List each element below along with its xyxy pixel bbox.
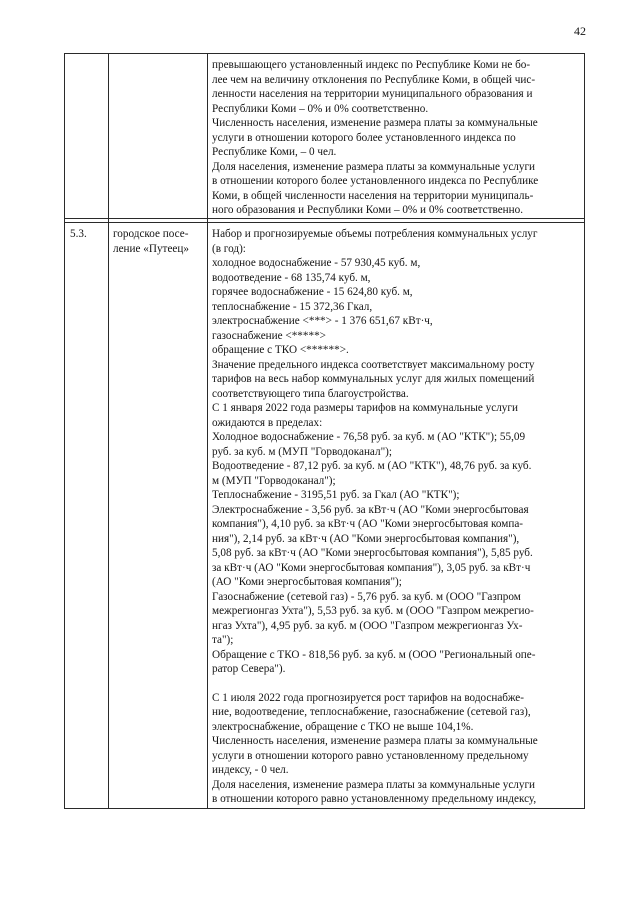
text-line: обращение с ТКО <******>. [212, 344, 349, 356]
text-line: Республике Коми, – 0 чел. [212, 146, 337, 158]
row1-description-cell [212, 58, 580, 218]
text-line: услуги в отношении которого более установленного индекса по [212, 131, 516, 144]
text-line: Обращение с ТКО - 818,56 руб. за куб. м (ООО "Региональный опе- [212, 648, 536, 661]
settlement-name-cell [113, 227, 203, 256]
text-line: холодное водоснабжение - 57 930,45 куб. м, [212, 257, 421, 269]
row2-description-cell [212, 227, 580, 807]
text-line: Коми, в общей численности населения на территории муниципаль- [212, 189, 534, 202]
text-line: ного образования и Республики Коми – 0% и 0% соответственно. [212, 204, 524, 216]
text-line: услуги в отношении которого равно установленному предельному [212, 749, 529, 762]
text-line: ратор Севера"). [212, 663, 286, 675]
paragraph-gap [212, 677, 580, 691]
text-line: нгаз Ухта"), 4,95 руб. за куб. м (ООО "Газпром межрегионгаз Ух- [212, 619, 523, 632]
text-line: в отношении которого более установленного индекса по Республике [212, 175, 539, 187]
text-line: Численность населения, изменение размера платы за коммунальные [212, 117, 538, 129]
text-line: ление «Путеец» [113, 242, 189, 255]
text-line: Значение предельного индекса соответствует максимальному росту [212, 358, 535, 371]
text-line: компания"), 4,10 руб. за кВт·ч (АО "Коми энергосбытовая компа- [212, 518, 524, 530]
text-line: м (МУП "Горводоканал"); [212, 474, 336, 487]
text-line: теплоснабжение - 15 372,36 Гкал, [212, 300, 373, 313]
text-line: Теплоснабжение - 3195,51 руб. за Гкал (АО "КТК"); [212, 489, 460, 501]
text-line: Республики Коми – 0% и 0% соответственно. [212, 102, 429, 115]
text-line: лее чем на величину отклонения по Республике Коми, в общей чис- [212, 73, 536, 86]
text-line: газоснабжение <*****> [212, 329, 326, 342]
text-line: ожидаются в пределах: [212, 416, 323, 429]
column-divider [108, 54, 109, 808]
text-line: Численность населения, изменение размера платы за коммунальные [212, 735, 538, 747]
text-line: за кВт·ч (АО "Коми энергосбытовая компания"), 3,05 руб. за кВт·ч [212, 561, 531, 574]
text-line: Холодное водоснабжение - 76,58 руб. за куб. м (АО "КТК"); 55,09 [212, 431, 526, 443]
text-line: Электроснабжение - 3,56 руб. за кВт·ч (АО "Коми энергосбытовая [212, 503, 529, 516]
text-line: та"); [212, 634, 234, 646]
row-divider [65, 222, 584, 223]
text-line: (в год): [212, 242, 246, 255]
text-line: Водоотведение - 87,12 руб. за куб. м (АО "КТК"), 48,76 руб. за куб. [212, 460, 532, 472]
text-line: С 1 января 2022 года размеры тарифов на коммунальные услуги [212, 402, 518, 414]
text-line: соответствующего типа благоустройства. [212, 387, 409, 400]
text-line: С 1 июля 2022 года прогнозируется рост тарифов на водоснабже- [212, 691, 524, 704]
text-line: (АО "Коми энергосбытовая компания"); [212, 576, 402, 588]
text-line: ние, водоотведение, теплоснабжение, газоснабжение (сетевой газ), [212, 706, 531, 718]
text-line: превышающего установленный индекс по Республике Коми не бо- [212, 59, 531, 71]
text-line: Набор и прогнозируемые объемы потребления коммунальных услуг [212, 228, 538, 240]
text-line: электроснабжение, обращение с ТКО не выше 104,1%. [212, 720, 474, 733]
text-line: электроснабжение <***> - 1 376 651,67 кВт·ч, [212, 315, 433, 327]
text-line: тарифов на весь набор коммунальных услуг для жилых помещений [212, 373, 535, 385]
text-line: ния"), 2,14 руб. за кВт·ч (АО "Коми энергосбытовая компания"), [212, 532, 520, 545]
text-line: в отношении которого равно установленному предельному индексу, [212, 793, 537, 805]
document-table [64, 53, 585, 809]
text-line: индексу, - 0 чел. [212, 764, 289, 776]
text-line: горячее водоснабжение - 15 624,80 куб. м, [212, 286, 413, 298]
text-line: водоотведение - 68 135,74 куб. м, [212, 271, 371, 284]
row-number-cell: 5.3. [70, 228, 87, 240]
text-line: Доля населения, изменение размера платы за коммунальные услуги [212, 778, 536, 791]
text-line: руб. за куб. м (МУП "Горводоканал"); [212, 445, 392, 458]
text-line: Газоснабжение (сетевой газ) - 5,76 руб. за куб. м (ООО "Газпром [212, 590, 521, 603]
row-divider [65, 218, 584, 219]
text-line: 5,08 руб. за кВт·ч (АО "Коми энергосбытовая компания"), 5,85 руб. [212, 547, 533, 559]
text-line: межрегионгаз Ухта"), 5,53 руб. за куб. м (ООО "Газпром межрегио- [212, 605, 534, 617]
text-line: ленности населения на территории муниципального образования и [212, 88, 533, 100]
text-line: Доля населения, изменение размера платы за коммунальные услуги [212, 160, 536, 173]
text-line: городское посе- [113, 228, 189, 240]
column-divider [207, 54, 208, 808]
page-number: 42 [574, 24, 586, 38]
